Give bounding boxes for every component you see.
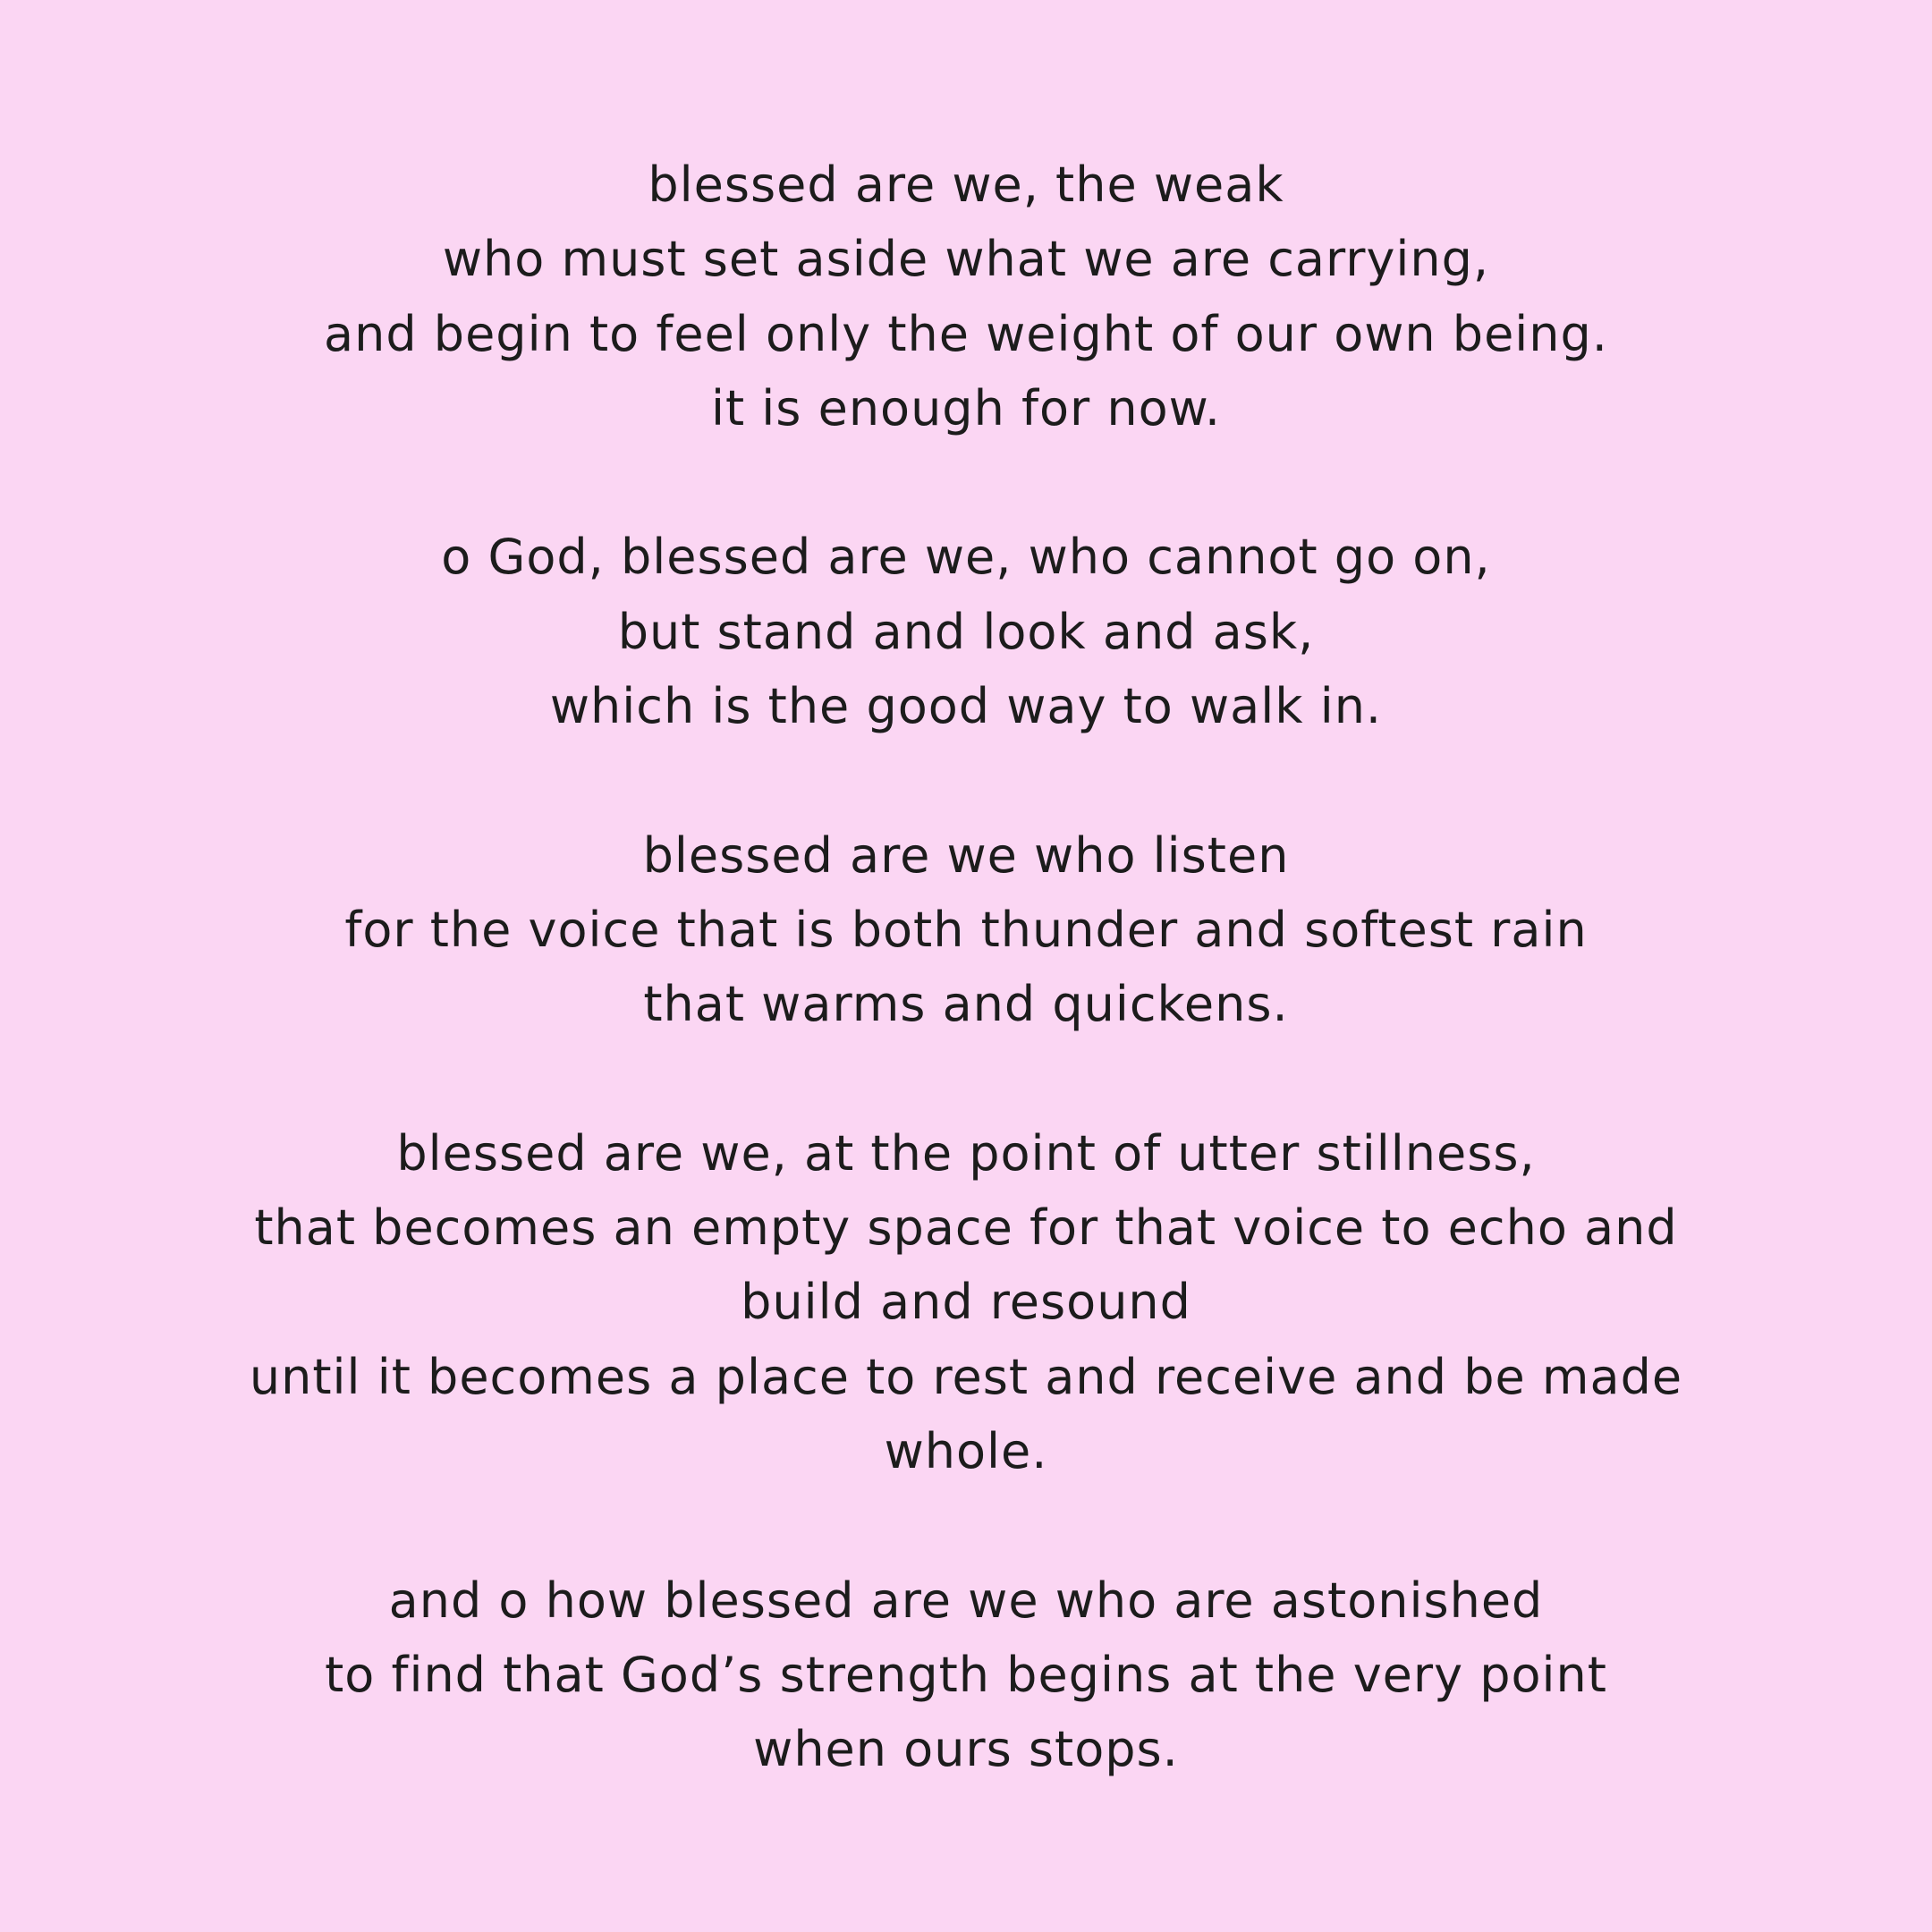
poem-line: that becomes an empty space for that voice to echo and (254, 1199, 1678, 1257)
poem-line: but stand and look and ask, (617, 603, 1315, 660)
poem-line: o God, blessed are we, who cannot go on, (441, 529, 1491, 586)
poem-line: and o how blessed are we who are astonished (388, 1572, 1544, 1629)
poem-line: blessed are we who listen (642, 826, 1290, 884)
poem (0, 148, 1932, 1787)
poem-line: that warms and quickens. (643, 976, 1289, 1033)
stanza (0, 520, 1932, 743)
poem-line: whole. (884, 1423, 1048, 1480)
poem-line: who must set aside what we are carrying, (442, 231, 1490, 288)
poem-line: which is the good way to walk in. (549, 678, 1383, 735)
poem-line: when ours stops. (753, 1721, 1179, 1778)
poem-line: it is enough for now. (710, 379, 1222, 436)
poem-line: build and resound (741, 1274, 1191, 1331)
poem-line: and begin to feel only the weight of our own being. (324, 305, 1608, 362)
stanza (0, 1563, 1932, 1787)
stanza (0, 818, 1932, 1042)
poem-line: to find that God’s strength begins at the very point (325, 1646, 1607, 1703)
poem-line: blessed are we, at the point of utter stillness, (396, 1124, 1536, 1182)
poem-line: for the voice that is both thunder and softest rain (344, 901, 1588, 958)
stanza (0, 1116, 1932, 1488)
poem-line: until it becomes a place to rest and receive and be made (249, 1348, 1683, 1405)
poem-line: blessed are we, the weak (648, 157, 1284, 213)
stanza (0, 148, 1932, 445)
